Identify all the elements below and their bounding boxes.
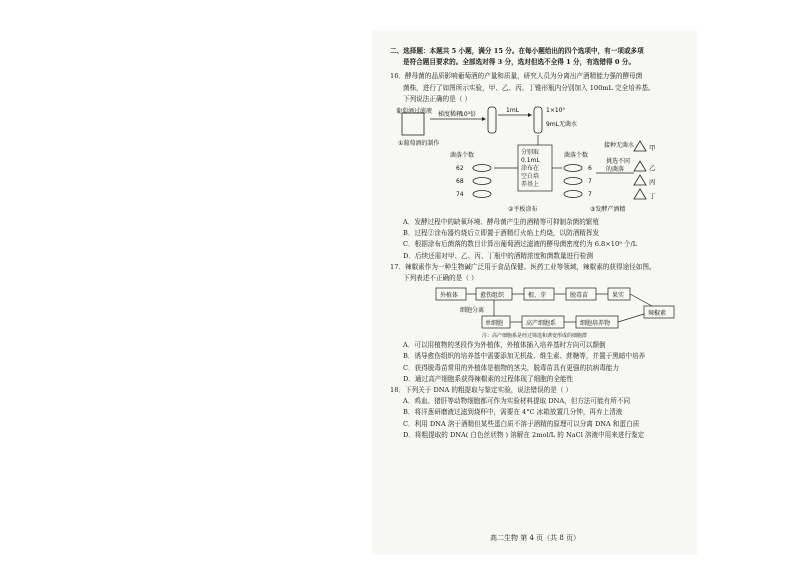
q16-stem-line2: 菌株，进行了如图所示实验，甲、乙、丙、丁锥形瓶内分别加入 100mL 完全培养基。 (403, 83, 655, 92)
petri-dish (564, 178, 582, 185)
spread-line-5: 养基上 (521, 181, 540, 189)
section-title: 二、选择题：本题共 5 小题，满分 15 分。在每小题给出的四个选项中，有一项或多项 (390, 47, 644, 55)
explant-label: 外植体 (440, 292, 459, 300)
arrow-head (482, 117, 486, 121)
q16-diagram (390, 105, 690, 217)
flask-label-4: 丁 (649, 192, 656, 201)
q18-option-d: D．将粗提取的 DNA( 白色丝状物 ) 溶解在 2mol/L 的 NaCl 溶液中用来进行鉴定 (403, 430, 645, 439)
test-tube-2 (534, 107, 542, 133)
colony-count-6: 7 (588, 191, 592, 199)
exam-column (390, 46, 690, 441)
colony-count-2: 68 (456, 178, 464, 186)
q16-option-b: B．过程②涂布器灼烧后立即置于酒精灯火焰上灼烧，以防酒精挥发 (403, 229, 600, 238)
seedling-label: 脱毒苗 (570, 292, 589, 300)
arrow-head (528, 113, 532, 117)
q18-stem: 18．下列关于 DNA 的粗提取与鉴定实验，说法错误的是（ ） (390, 386, 573, 395)
petri-dish (473, 165, 491, 172)
q17-diagram (390, 284, 690, 340)
petri-dish (473, 191, 491, 198)
select-line-2: 的菌落 (606, 166, 625, 174)
q16-stem-line3: 下列说法正确的是（ ） (403, 94, 472, 103)
filtrate-label: 葡萄酒过滤液 (396, 108, 433, 116)
step2-label: ②平板涂布 (508, 206, 538, 214)
q17-stem-line1: 17．辣椒素作为一种生物碱广泛用于食品保健、医药工业等领域，辣椒素的获得途径如图。 (390, 262, 656, 271)
inoculate-label: 接种无菌水 (604, 142, 635, 150)
flask-shape (634, 161, 646, 171)
capsaicin-label: 辣椒素 (648, 310, 667, 318)
colony-count-label-2: 菌落个数 (564, 152, 589, 160)
arrow-line (618, 314, 644, 322)
serial-label: 梯度稀释 (438, 111, 463, 119)
petri-dish (564, 191, 582, 198)
flask-shape (634, 175, 646, 185)
callus-label: 愈伤组织 (480, 292, 505, 300)
flask-label-1: 甲 (649, 144, 656, 153)
q16-option-c: C．根据涂布后菌落的数目计算出葡萄酒过滤液的酵母菌密度约为 6.8×10⁹ 个/L (403, 240, 638, 249)
step3-label: ③发酵产酒精 (590, 206, 626, 214)
q18-option-a: A．鸡血、猪肝等动物细胞都可作为实验材料提取 DNA，但方法可能有所不同 (403, 397, 631, 406)
wine-container-shape (402, 113, 424, 135)
root-shoot-label: 根、芽 (528, 292, 547, 300)
colony-count-3: 74 (456, 191, 464, 199)
q16-option-d: D．后续还需对甲、乙、丙、丁瓶中的酒精浓度和菌数量进行检测 (403, 251, 593, 260)
petri-dish (473, 178, 491, 185)
colony-count-5: 7 (588, 178, 592, 186)
flask-shape (634, 189, 646, 199)
high-line-label: 高产细胞系 (526, 320, 557, 328)
arrow-line (630, 294, 652, 306)
fruit-label: 果实 (612, 292, 625, 300)
q17-option-a: A．可以用植物的茎段作为外植体，外植体插入培养基时方向可以颠倒 (403, 341, 606, 350)
spread-line-3: 涂布在 (521, 165, 540, 173)
q17-stem-line2: 下列表述不正确的是（ ） (403, 274, 478, 283)
q17-note: 注：高产细胞系是经过筛选和诱变形成的细胞群 (482, 333, 588, 340)
colony-count-label: 菌落个数 (450, 152, 475, 160)
q18-option-c: C．利用 DNA 溶于酒精但某些蛋白质不溶于酒精的原理可以分离 DNA 和蛋白质 (403, 419, 640, 428)
section-instructions: 是符合题目要求的。全部选对得 3 分，选对但选不全得 1 分，有选错得 0 分。 (403, 58, 635, 67)
q16-stem-line1: 16．酵母菌的品质影响葡萄酒的产量和质量，研究人员为分离出产酒精能力强的酵母菌 (390, 72, 643, 81)
spread-line-4: 空白培 (521, 173, 540, 181)
wine-step-label: ①葡萄酒的制作 (398, 140, 440, 148)
q18-option-b: B．将洋葱研磨液过滤到烧杯中，需要在 4°C 冰箱放置几分钟，再弃上清液 (403, 408, 623, 417)
separate-label: 细胞分离 (460, 307, 485, 315)
q16-figure (390, 105, 690, 217)
factor-label: 1×10⁵ (546, 107, 565, 115)
colony-count-1: 62 (456, 165, 464, 173)
q17-option-d: D．通过高产细胞系获得辣椒素的过程体现了细胞的全能性 (403, 374, 574, 383)
dilution-label: 10³倍 (460, 111, 477, 119)
select-line-1: 挑选不同 (606, 158, 631, 166)
culture-label: 细胞培养物 (580, 320, 611, 328)
colony-count-4: 6 (588, 165, 592, 173)
spread-line-2: 0.1mL (521, 157, 540, 165)
flask-label-3: 丙 (649, 178, 656, 187)
q17-option-c: C．获得脱毒苗常用的外植体是植物的茎尖，脱毒苗具有更强的抗病毒能力 (403, 363, 620, 372)
single-cell-label: 单细胞 (485, 320, 504, 328)
page-footer: 高二生物 第 4 页（共 8 页） (490, 534, 581, 542)
flask-label-2: 乙 (649, 164, 656, 173)
q17-figure (390, 284, 690, 340)
petri-dish (564, 165, 582, 172)
q16-option-a: A．发酵过程中的缺氧环境、酵母菌产生的酒精等可抑制杂菌的繁殖 (403, 218, 599, 227)
flask-shape (634, 141, 646, 151)
q17-option-b: B．诱导愈伤组织的培养基中需要添加无机盐、维生素、蔗糖等，并置于黑暗中培养 (403, 352, 646, 361)
one-ml-label: 1mL (506, 107, 520, 115)
spread-line-1: 分别取 (521, 149, 540, 157)
test-tube-1 (488, 107, 496, 133)
water-label: 9mL无菌水 (546, 121, 578, 129)
